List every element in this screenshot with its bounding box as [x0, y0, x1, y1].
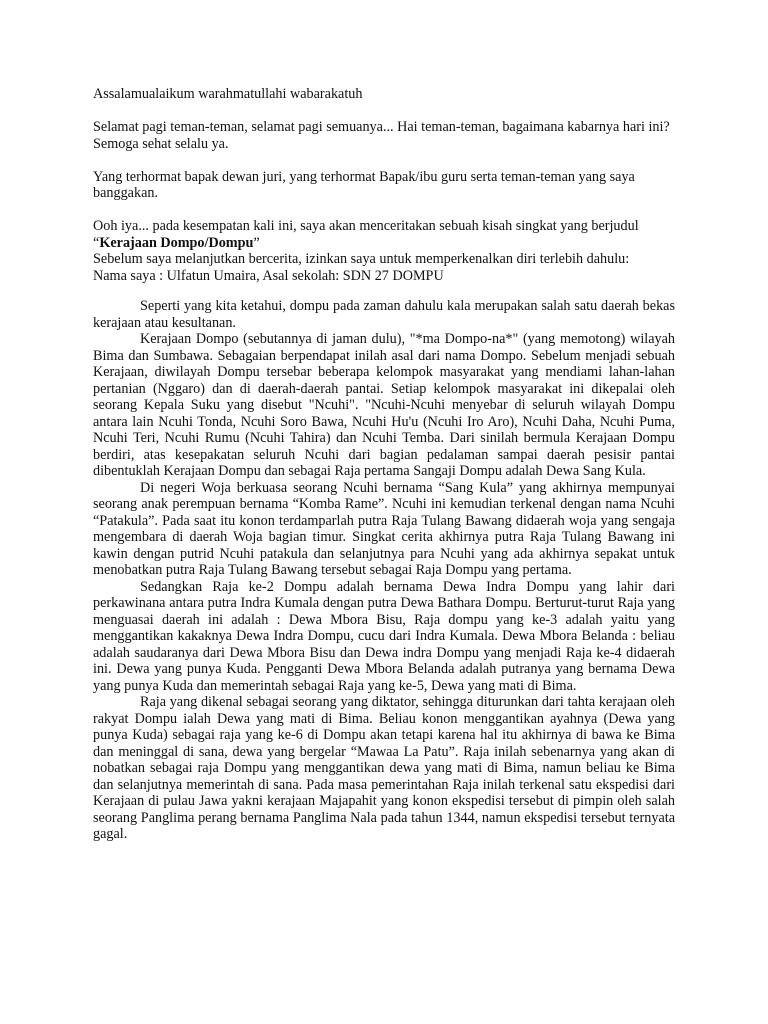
opening-paragraph: Selamat pagi teman-teman, selamat pagi semuanya... Hai teman-teman, bagaimana kabarnya hari ini? Semoga sehat selalu ya. — [93, 119, 670, 152]
story-title: Kerajaan Dompo/Dompu — [99, 234, 254, 251]
body-paragraph-4: Sedangkan Raja ke-2 Dompu adalah bernama Dewa Indra Dompu yang lahir dari perkawinana antara putra Indra Kumala dengan putra Dewa Bathara Dompu. Berturut-turut Raja yang menguasai daerah ini adalah : Dewa Mbora Bisu, Raja dompu yang ke-3 adalah yaitu yang menggantikan kakaknya Dewa Indra Dompu, cucu dari Indra Kumala. Dewa Mbora Belanda : beliau adalah saudaranya dari Dewa Mbora Bisu dan Dewa indra Dompu yang menjadi Raja ke-4 didaerah ini. Dewa yang punya Kuda. Pengganti Dewa Mbora Belanda adalah putranya yang bernama Dewa yang punya Kuda dan memerintah sebagai Raja yang ke-5, Dewa yang mati di Bima. — [93, 578, 675, 694]
spacer — [93, 152, 675, 169]
intro-paragraph — [93, 218, 675, 251]
body-paragraph-5: Raja yang dikenal sebagai seorang yang diktator, sehingga diturunkan dari tahta kerajaan oleh rakyat Dompu ialah Dewa yang mati di Bima. Beliau konon menggantikan ayahnya (Dewa yang punya Kuda) sebagai raja yang ke-6 di Dompu akan tetapi karena hal itu akhirnya di bawa ke Bima dan meninggal di sana, dewa yang bergelar “Mawaa La Patu”. Raja inilah sebenarnya yang akan di nobatkan sebagai raja Dompu yang menggantikan dewa yang mati di Bima, namun beliau ke Bima dan selanjutnya memerintah di sana. Pada masa pemerintahan Raja inilah terkenal satu ekspedisi dari Kerajaan di pulau Jawa yakni kerajaan Majapahit yang konon ekspedisi tersebut di pimpin oleh salah seorang Panglima perang bernama Panglima Nala pada tahun 1344, namun ekspedisi tersebut ternyata gagal. — [93, 694, 675, 842]
body-paragraph-1: Seperti yang kita ketahui, dompu pada zaman dahulu kala merupakan salah satu daerah bekas kerajaan atau kesultanan. — [93, 298, 675, 331]
greeting-line: Assalamualaikum warahmatullahi wabarakatuh — [93, 86, 363, 102]
spacer — [93, 284, 675, 298]
respect-paragraph: Yang terhormat bapak dewan juri, yang terhormat Bapak/ibu guru serta teman-teman yang saya banggakan. — [93, 168, 635, 201]
spacer — [93, 202, 675, 219]
identity-line: Nama saya : Ulfatun Umaira, Asal sekolah: SDN 27 DOMPU — [93, 267, 444, 284]
body-paragraph-2: Kerajaan Dompo (sebutannya di jaman dulu), "*ma Dompo-na*" (yang memotong) wilayah Bima dan Sumbawa. Sebagaian berpendapat inilah asal dari nama Dompo. Sebelum menjadi sebuah Kerajaan, diwilayah Dompu tersebar beberapa kelompok masyarakat yang mendiami lahan-lahan pertanian (Nggaro) dan di daerah-daerah pantai. Setiap kelompok masyarakat ini dikepalai oleh seorang Kepala Suku yang disebut "Ncuhi". "Ncuhi-Ncuhi menyebar di seluruh wilayah Dompu antara lain Ncuhi Tonda, Ncuhi Soro Bawa, Ncuhi Hu'u (Ncuhi Iro Aro), Ncuhi Daha, Ncuhi Puma, Ncuhi Teri, Ncuhi Rumu (Ncuhi Tahira) dan Ncuhi Temba. Dari sinilah bermula Kerajaan Dompu berdiri, atas kesepakatan seluruh Ncuhi dari bagian pedalaman sampai daerah pesisir pantai dibentuklah Kerajaan Dompu dan sebagai Raja pertama Sangaji Dompu adalah Dewa Sang Kula. — [93, 331, 675, 479]
before-continue-paragraph: Sebelum saya melanjutkan bercerita, izinkan saya untuk memperkenalkan diri terlebih dahulu: — [93, 251, 630, 267]
intro-close-quote: ” — [253, 234, 260, 251]
spacer — [93, 103, 675, 120]
document-page — [93, 86, 675, 843]
intro-text: Ooh iya... pada kesempatan kali ini, saya akan menceritakan sebuah kisah singkat yang berjudul “ — [93, 218, 639, 251]
body-paragraph-3: Di negeri Woja berkuasa seorang Ncuhi bernama “Sang Kula” yang akhirnya mempunyai seorang anak perempuan bernama “Komba Rame”. Ncuhi ini kemudian terkenal dengan nama Ncuhi “Patakula”. Pada saat itu konon terdamparlah putra Raja Tulang Bawang didaerah woja yang sengaja mengembara di daerah Woja bagian timur. Singkat cerita akhirnya putra Raja Tulang Bawang ini kawin dengan putrid Ncuhi patakula dan selanjutnya para Ncuhi yang ada akhirnya sepakat untuk menobatkan putra Raja Tulang Bawang tersebut sebagai Raja Dompu yang pertama. — [93, 479, 675, 578]
